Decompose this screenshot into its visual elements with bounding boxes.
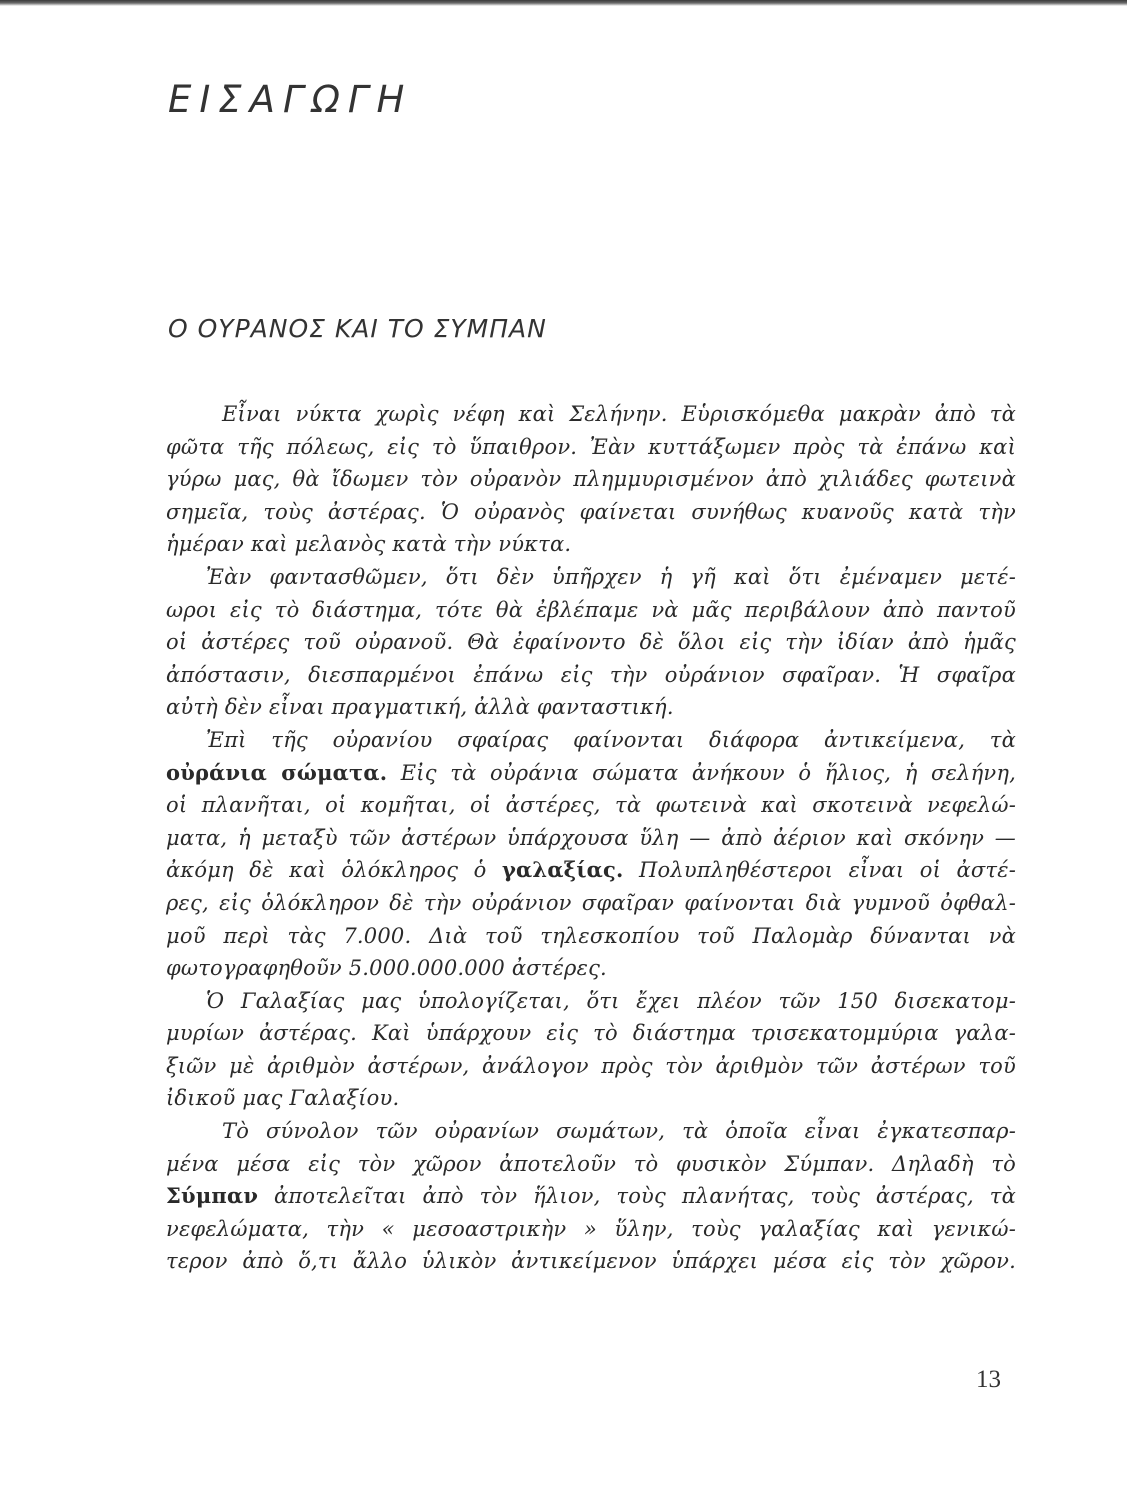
text-run: Εἰς τὰ οὐράνια σώματα ἀνήκουν ὁ ἥλιος, ἡ σελήνη, — [387, 760, 1016, 785]
text-line: ἀπόστασιν, διεσπαρμένοι ἐπάνω εἰς τὴν οὐράνιον σφαῖραν. Ἡ σφαῖρα — [166, 662, 1016, 687]
text-line: γύρω μας, θὰ ἴδωμεν τὸν οὐρανὸν πλημμυρισμένον ἀπὸ χιλιάδες φωτεινὰ — [166, 467, 1016, 492]
text-line: αὐτὴ δὲν εἶναι πραγματική, ἀλλὰ φανταστική. — [166, 695, 674, 720]
text-line: μυρίων ἀστέρας. Καὶ ὑπάρχουν εἰς τὸ διάστημα τρισεκατομμύρια γαλα- — [166, 1021, 1016, 1046]
text-line: Ὁ Γαλαξίας μας ὑπολογίζεται, ὅτι ἔχει πλέον τῶν 150 δισεκατομ- — [206, 988, 1016, 1013]
text-line: φωτογραφηθοῦν 5.000.000.000 ἀστέρες. — [166, 956, 607, 981]
text-line: σημεῖα, τοὺς ἀστέρας. Ὁ οὐρανὸς φαίνεται συνήθως κυανοῦς κατὰ τὴν — [166, 499, 1016, 524]
text-line: οἱ πλανῆται, οἱ κομῆται, οἱ ἀστέρες, τὰ φωτεινὰ καὶ σκοτεινὰ νεφελώ- — [166, 793, 1016, 818]
body-text — [166, 398, 1016, 1278]
text-line: ἰδικοῦ μας Γαλαξίου. — [166, 1086, 400, 1111]
text-line: ωροι εἰς τὸ διάστημα, τότε θὰ ἐβλέπαμε νὰ μᾶς περιβάλουν ἀπὸ παντοῦ — [166, 597, 1016, 622]
text-line: τερον ἀπὸ ὅ,τι ἄλλο ὑλικὸν ἀντικείμενον ὑπάρχει μέσα εἰς τὸν χῶρον. — [166, 1249, 1016, 1274]
text-line: Ἐὰν φαντασθῶμεν, ὅτι δὲν ὑπῆρχεν ἡ γῆ καὶ ὅτι ἐμέναμεν μετέ- — [206, 564, 1016, 589]
text-line: ματα, ἡ μεταξὺ τῶν ἀστέρων ὑπάρχουσα ὕλη — ἀπὸ ἀέριον καὶ σκόνην — — [166, 825, 1016, 850]
text-line: νεφελώματα, τὴν « μεσοαστρικὴν » ὕλην, τοὺς γαλαξίας καὶ γενικώ- — [166, 1216, 1016, 1241]
term-universe: Σύμπαν — [166, 1183, 259, 1209]
text-line: ἡμέραν καὶ μελανὸς κατὰ τὴν νύκτα. — [166, 532, 572, 557]
term-galaxy: γαλαξίας. — [501, 857, 624, 883]
chapter-title: ΕΙΣΑΓΩΓΗ — [168, 78, 413, 121]
paragraph-5 — [166, 1115, 1016, 1278]
paragraph-1 — [166, 398, 1016, 561]
scan-edge — [0, 0, 1127, 6]
page-number: 13 — [976, 1366, 1001, 1393]
paragraph-3 — [166, 724, 1016, 985]
text-line: οἱ ἀστέρες τοῦ οὐρανοῦ. Θὰ ἐφαίνοντο δὲ ὅλοι εἰς τὴν ἰδίαν ἀπὸ ἡμᾶς — [166, 630, 1016, 655]
text-line — [166, 757, 1016, 790]
text-line: ρες, εἰς ὁλόκληρον δὲ τὴν οὐράνιον σφαῖραν φαίνονται διὰ γυμνοῦ ὀφθαλ- — [166, 890, 1016, 915]
text-line — [166, 1180, 1016, 1213]
section-title: Ο ΟΥΡΑΝΟΣ ΚΑΙ ΤΟ ΣΥΜΠΑΝ — [168, 314, 547, 343]
text-line: μένα μέσα εἰς τὸν χῶρον ἀποτελοῦν τὸ φυσικὸν Σύμπαν. Δηλαδὴ τὸ — [166, 1151, 1016, 1176]
paragraph-2 — [166, 561, 1016, 724]
text-line: ξιῶν μὲ ἀριθμὸν ἀστέρων, ἀνάλογον πρὸς τὸν ἀριθμὸν τῶν ἀστέρων τοῦ — [166, 1053, 1016, 1078]
paragraph-4 — [166, 985, 1016, 1115]
text-run: Πολυπληθέστεροι εἶναι οἱ ἀστέ- — [623, 858, 1016, 883]
term-celestial-bodies: οὐράνια σώματα. — [166, 759, 388, 785]
text-run: ἀποτελεῖται ἀπὸ τὸν ἥλιον, τοὺς πλανήτας, τοὺς ἀστέρας, τὰ — [258, 1184, 1016, 1209]
text-line: Τὸ σύνολον τῶν οὐρανίων σωμάτων, τὰ ὁποῖα εἶναι ἐγκατεσπαρ- — [222, 1119, 1016, 1144]
text-line: Εἶναι νύκτα χωρὶς νέφη καὶ Σελήνην. Εὑρισκόμεθα μακρὰν ἀπὸ τὰ — [222, 402, 1016, 426]
text-line — [166, 854, 1016, 887]
text-line: μοῦ περὶ τὰς 7.000. Διὰ τοῦ τηλεσκοπίου τοῦ Παλομὰρ δύνανται νὰ — [166, 923, 1016, 948]
text-run: ἀκόμη δὲ καὶ ὁλόκληρος ὁ — [166, 858, 502, 883]
text-line: φῶτα τῆς πόλεως, εἰς τὸ ὕπαιθρον. Ἐὰν κυττάξωμεν πρὸς τὰ ἐπάνω καὶ — [166, 434, 1016, 459]
text-line: Ἐπὶ τῆς οὐρανίου σφαίρας φαίνονται διάφορα ἀντικείμενα, τὰ — [206, 727, 1016, 752]
